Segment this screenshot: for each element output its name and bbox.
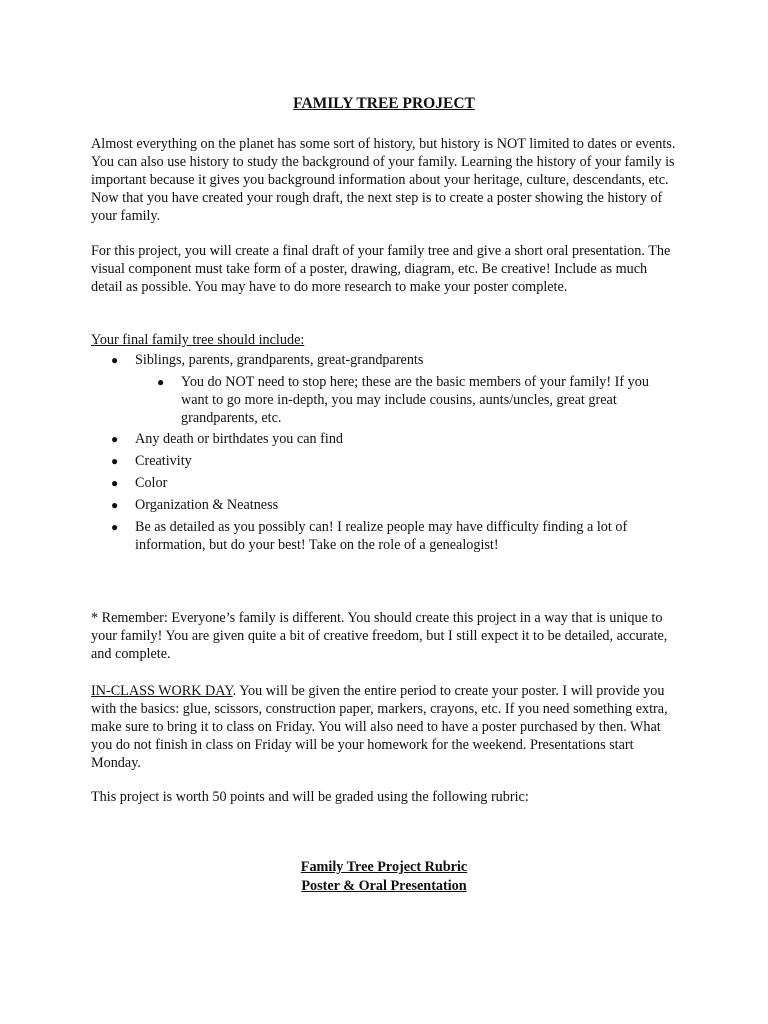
list-item-text: Any death or birthdates you can find: [135, 431, 344, 447]
work-day-text: . You will be given the entire period to create your poster. I will provide you with the basics: glue, scissors, construction paper, markers, crayons, etc. If you need something extra, make sure to bring it to class on Friday. You will also need to have a poster purchased by then. What you do not finish in class on Friday will be your homework for the weekend. Presentations start Monday.: [91, 683, 668, 771]
list-item: [155, 373, 675, 427]
list-item-text: Siblings, parents, grandparents, great-grandparents: [135, 352, 424, 368]
include-heading: Your final family tree should include:: [91, 332, 305, 348]
list-item: [109, 430, 669, 448]
bullet-icon: ●: [111, 353, 119, 367]
work-day-label: IN-CLASS WORK DAY: [91, 683, 233, 699]
list-item: [109, 496, 669, 514]
project-paragraph: For this project, you will create a final draft of your family tree and give a short oral presentation. The visual component must take form of a poster, drawing, diagram, etc. Be creative! Include as much detail as possible. You may have to do more research to make your poster complete.: [91, 243, 671, 295]
list-item-text: Color: [135, 475, 168, 491]
rubric-title: Family Tree Project Rubric: [300, 859, 468, 875]
work-day-paragraph: [91, 682, 681, 772]
list-item-text: You do NOT need to stop here; these are the basic members of your family! If you want to go more in-depth, you may include cousins, aunts/uncles, great great grandparents, etc.: [181, 374, 649, 426]
list-item: [109, 452, 669, 470]
list-item-text: Creativity: [135, 453, 192, 469]
bullet-icon: ●: [111, 476, 119, 490]
intro-paragraph: Almost everything on the planet has some sort of history, but history is NOT limited to dates or events. You can also use history to study the background of your family. Learning the history of your family is important because it gives you background information about your heritage, culture, descendants, etc. Now that you have created your rough draft, the next step is to create a poster showing the history of your family.: [91, 136, 676, 224]
list-item: [109, 351, 669, 369]
bullet-icon: ●: [111, 432, 119, 446]
list-item-text: Be as detailed as you possibly can! I realize people may have difficulty finding a lot of information, but do your best! Take on the role of a genealogist!: [135, 519, 628, 553]
bullet-icon: ●: [157, 375, 165, 389]
list-item: [109, 474, 669, 492]
list-item-text: Organization & Neatness: [135, 497, 279, 513]
bullet-icon: ●: [111, 498, 119, 512]
list-item: [109, 518, 669, 554]
bullet-icon: ●: [111, 454, 119, 468]
rubric-subtitle: Poster & Oral Presentation: [301, 878, 467, 894]
bullet-icon: ●: [111, 520, 119, 534]
remember-paragraph: * Remember: Everyone’s family is different. You should create this project in a way that is unique to your family! You are given quite a bit of creative freedom, but I still expect it to be detailed, accurate, and complete.: [91, 610, 668, 662]
points-paragraph: This project is worth 50 points and will be graded using the following rubric:: [91, 789, 529, 805]
document-title: FAMILY TREE PROJECT: [293, 95, 475, 112]
